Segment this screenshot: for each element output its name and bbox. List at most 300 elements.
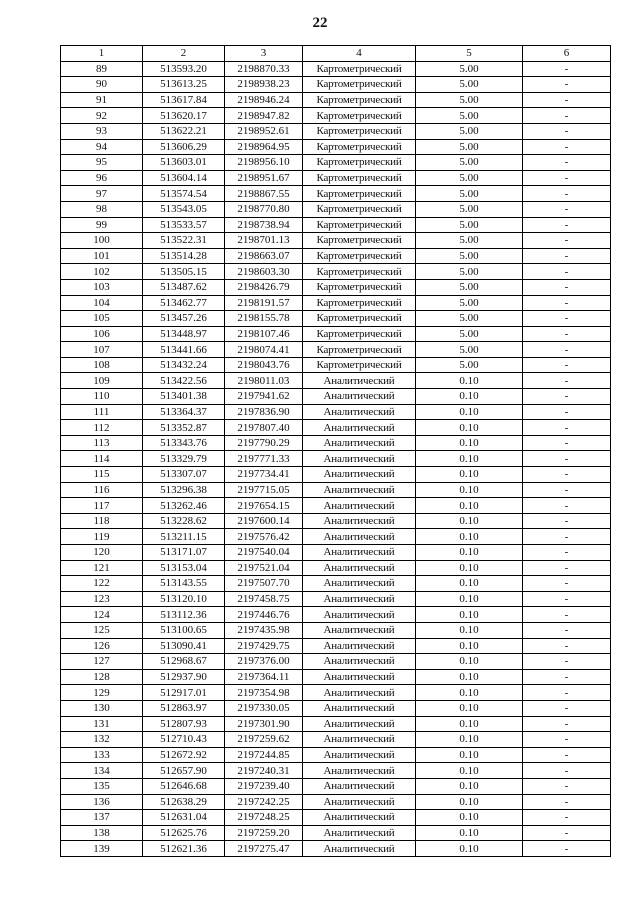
accuracy-cell: 0.10 bbox=[416, 513, 523, 529]
x-coordinate-cell: 513120.10 bbox=[143, 591, 225, 607]
accuracy-cell: 0.10 bbox=[416, 498, 523, 514]
note-cell: - bbox=[523, 482, 611, 498]
point-number-cell: 125 bbox=[61, 622, 143, 638]
y-coordinate-cell: 2197239.40 bbox=[225, 778, 303, 794]
column-header: 5 bbox=[416, 46, 523, 62]
x-coordinate-cell: 513422.56 bbox=[143, 373, 225, 389]
method-cell: Аналитический bbox=[303, 622, 416, 638]
point-number-cell: 130 bbox=[61, 700, 143, 716]
x-coordinate-cell: 513604.14 bbox=[143, 170, 225, 186]
note-cell: - bbox=[523, 217, 611, 233]
accuracy-cell: 5.00 bbox=[416, 186, 523, 202]
y-coordinate-cell: 2198952.61 bbox=[225, 123, 303, 139]
accuracy-cell: 5.00 bbox=[416, 248, 523, 264]
accuracy-cell: 0.10 bbox=[416, 841, 523, 857]
x-coordinate-cell: 512710.43 bbox=[143, 732, 225, 748]
point-number-cell: 134 bbox=[61, 763, 143, 779]
point-number-cell: 91 bbox=[61, 92, 143, 108]
method-cell: Аналитический bbox=[303, 607, 416, 623]
method-cell: Аналитический bbox=[303, 498, 416, 514]
coordinates-table bbox=[60, 45, 611, 857]
table-row bbox=[61, 404, 611, 420]
table-row bbox=[61, 498, 611, 514]
point-number-cell: 95 bbox=[61, 155, 143, 171]
accuracy-cell: 0.10 bbox=[416, 638, 523, 654]
y-coordinate-cell: 2198951.67 bbox=[225, 170, 303, 186]
x-coordinate-cell: 512638.29 bbox=[143, 794, 225, 810]
accuracy-cell: 5.00 bbox=[416, 233, 523, 249]
x-coordinate-cell: 513457.26 bbox=[143, 311, 225, 327]
note-cell: - bbox=[523, 123, 611, 139]
table-row bbox=[61, 326, 611, 342]
table-row bbox=[61, 77, 611, 93]
y-coordinate-cell: 2197771.33 bbox=[225, 451, 303, 467]
method-cell: Картометрический bbox=[303, 201, 416, 217]
table-row bbox=[61, 591, 611, 607]
table-row bbox=[61, 201, 611, 217]
point-number-cell: 119 bbox=[61, 529, 143, 545]
x-coordinate-cell: 513617.84 bbox=[143, 92, 225, 108]
note-cell: - bbox=[523, 155, 611, 171]
x-coordinate-cell: 512646.68 bbox=[143, 778, 225, 794]
y-coordinate-cell: 2198603.30 bbox=[225, 264, 303, 280]
note-cell: - bbox=[523, 201, 611, 217]
x-coordinate-cell: 513262.46 bbox=[143, 498, 225, 514]
point-number-cell: 109 bbox=[61, 373, 143, 389]
method-cell: Картометрический bbox=[303, 77, 416, 93]
note-cell: - bbox=[523, 841, 611, 857]
accuracy-cell: 5.00 bbox=[416, 311, 523, 327]
method-cell: Картометрический bbox=[303, 233, 416, 249]
y-coordinate-cell: 2198155.78 bbox=[225, 311, 303, 327]
table-row bbox=[61, 654, 611, 670]
method-cell: Картометрический bbox=[303, 108, 416, 124]
accuracy-cell: 5.00 bbox=[416, 279, 523, 295]
point-number-cell: 102 bbox=[61, 264, 143, 280]
x-coordinate-cell: 513533.57 bbox=[143, 217, 225, 233]
y-coordinate-cell: 2197600.14 bbox=[225, 513, 303, 529]
point-number-cell: 132 bbox=[61, 732, 143, 748]
note-cell: - bbox=[523, 373, 611, 389]
x-coordinate-cell: 513343.76 bbox=[143, 435, 225, 451]
point-number-cell: 124 bbox=[61, 607, 143, 623]
note-cell: - bbox=[523, 825, 611, 841]
accuracy-cell: 0.10 bbox=[416, 685, 523, 701]
y-coordinate-cell: 2198107.46 bbox=[225, 326, 303, 342]
method-cell: Картометрический bbox=[303, 139, 416, 155]
note-cell: - bbox=[523, 311, 611, 327]
x-coordinate-cell: 513487.62 bbox=[143, 279, 225, 295]
column-header: 2 bbox=[143, 46, 225, 62]
point-number-cell: 97 bbox=[61, 186, 143, 202]
method-cell: Аналитический bbox=[303, 576, 416, 592]
note-cell: - bbox=[523, 170, 611, 186]
note-cell: - bbox=[523, 139, 611, 155]
y-coordinate-cell: 2198964.95 bbox=[225, 139, 303, 155]
point-number-cell: 117 bbox=[61, 498, 143, 514]
x-coordinate-cell: 513543.05 bbox=[143, 201, 225, 217]
y-coordinate-cell: 2198011.03 bbox=[225, 373, 303, 389]
x-coordinate-cell: 513606.29 bbox=[143, 139, 225, 155]
column-header: 1 bbox=[61, 46, 143, 62]
point-number-cell: 114 bbox=[61, 451, 143, 467]
accuracy-cell: 5.00 bbox=[416, 170, 523, 186]
method-cell: Аналитический bbox=[303, 825, 416, 841]
method-cell: Картометрический bbox=[303, 357, 416, 373]
point-number-cell: 131 bbox=[61, 716, 143, 732]
accuracy-cell: 0.10 bbox=[416, 747, 523, 763]
note-cell: - bbox=[523, 560, 611, 576]
accuracy-cell: 0.10 bbox=[416, 778, 523, 794]
note-cell: - bbox=[523, 342, 611, 358]
point-number-cell: 106 bbox=[61, 326, 143, 342]
note-cell: - bbox=[523, 467, 611, 483]
method-cell: Картометрический bbox=[303, 264, 416, 280]
x-coordinate-cell: 513143.55 bbox=[143, 576, 225, 592]
note-cell: - bbox=[523, 576, 611, 592]
table-row bbox=[61, 700, 611, 716]
table-row bbox=[61, 810, 611, 826]
accuracy-cell: 0.10 bbox=[416, 467, 523, 483]
point-number-cell: 105 bbox=[61, 311, 143, 327]
y-coordinate-cell: 2197715.05 bbox=[225, 482, 303, 498]
table-row bbox=[61, 794, 611, 810]
point-number-cell: 137 bbox=[61, 810, 143, 826]
x-coordinate-cell: 513171.07 bbox=[143, 545, 225, 561]
x-coordinate-cell: 512807.93 bbox=[143, 716, 225, 732]
accuracy-cell: 0.10 bbox=[416, 420, 523, 436]
accuracy-cell: 0.10 bbox=[416, 404, 523, 420]
point-number-cell: 98 bbox=[61, 201, 143, 217]
note-cell: - bbox=[523, 685, 611, 701]
note-cell: - bbox=[523, 545, 611, 561]
y-coordinate-cell: 2197941.62 bbox=[225, 389, 303, 405]
accuracy-cell: 5.00 bbox=[416, 77, 523, 93]
y-coordinate-cell: 2197807.40 bbox=[225, 420, 303, 436]
method-cell: Аналитический bbox=[303, 389, 416, 405]
x-coordinate-cell: 513153.04 bbox=[143, 560, 225, 576]
point-number-cell: 111 bbox=[61, 404, 143, 420]
note-cell: - bbox=[523, 810, 611, 826]
x-coordinate-cell: 513329.79 bbox=[143, 451, 225, 467]
note-cell: - bbox=[523, 326, 611, 342]
point-number-cell: 116 bbox=[61, 482, 143, 498]
y-coordinate-cell: 2197275.47 bbox=[225, 841, 303, 857]
table-row bbox=[61, 233, 611, 249]
point-number-cell: 93 bbox=[61, 123, 143, 139]
point-number-cell: 110 bbox=[61, 389, 143, 405]
accuracy-cell: 5.00 bbox=[416, 61, 523, 77]
method-cell: Картометрический bbox=[303, 123, 416, 139]
y-coordinate-cell: 2198738.94 bbox=[225, 217, 303, 233]
accuracy-cell: 0.10 bbox=[416, 591, 523, 607]
note-cell: - bbox=[523, 513, 611, 529]
y-coordinate-cell: 2197654.15 bbox=[225, 498, 303, 514]
table-row bbox=[61, 139, 611, 155]
method-cell: Аналитический bbox=[303, 841, 416, 857]
point-number-cell: 139 bbox=[61, 841, 143, 857]
note-cell: - bbox=[523, 77, 611, 93]
table-row bbox=[61, 607, 611, 623]
table-row bbox=[61, 357, 611, 373]
method-cell: Картометрический bbox=[303, 279, 416, 295]
method-cell: Аналитический bbox=[303, 716, 416, 732]
table-row bbox=[61, 248, 611, 264]
x-coordinate-cell: 513613.25 bbox=[143, 77, 225, 93]
accuracy-cell: 0.10 bbox=[416, 545, 523, 561]
point-number-cell: 92 bbox=[61, 108, 143, 124]
method-cell: Аналитический bbox=[303, 467, 416, 483]
method-cell: Картометрический bbox=[303, 186, 416, 202]
accuracy-cell: 0.10 bbox=[416, 654, 523, 670]
point-number-cell: 115 bbox=[61, 467, 143, 483]
table-row bbox=[61, 420, 611, 436]
table-row bbox=[61, 545, 611, 561]
column-header: 3 bbox=[225, 46, 303, 62]
table-header-row bbox=[61, 46, 611, 62]
accuracy-cell: 0.10 bbox=[416, 435, 523, 451]
table-row bbox=[61, 576, 611, 592]
method-cell: Аналитический bbox=[303, 560, 416, 576]
y-coordinate-cell: 2198191.57 bbox=[225, 295, 303, 311]
accuracy-cell: 0.10 bbox=[416, 482, 523, 498]
y-coordinate-cell: 2198870.33 bbox=[225, 61, 303, 77]
y-coordinate-cell: 2198426.79 bbox=[225, 279, 303, 295]
x-coordinate-cell: 513401.38 bbox=[143, 389, 225, 405]
note-cell: - bbox=[523, 264, 611, 280]
method-cell: Аналитический bbox=[303, 747, 416, 763]
point-number-cell: 122 bbox=[61, 576, 143, 592]
y-coordinate-cell: 2197429.75 bbox=[225, 638, 303, 654]
point-number-cell: 123 bbox=[61, 591, 143, 607]
accuracy-cell: 0.10 bbox=[416, 794, 523, 810]
table-row bbox=[61, 373, 611, 389]
x-coordinate-cell: 513441.66 bbox=[143, 342, 225, 358]
method-cell: Аналитический bbox=[303, 513, 416, 529]
y-coordinate-cell: 2197836.90 bbox=[225, 404, 303, 420]
note-cell: - bbox=[523, 233, 611, 249]
accuracy-cell: 0.10 bbox=[416, 763, 523, 779]
accuracy-cell: 0.10 bbox=[416, 700, 523, 716]
y-coordinate-cell: 2198956.10 bbox=[225, 155, 303, 171]
y-coordinate-cell: 2197540.04 bbox=[225, 545, 303, 561]
point-number-cell: 99 bbox=[61, 217, 143, 233]
table-row bbox=[61, 622, 611, 638]
y-coordinate-cell: 2197242.25 bbox=[225, 794, 303, 810]
table-row bbox=[61, 123, 611, 139]
method-cell: Аналитический bbox=[303, 810, 416, 826]
method-cell: Аналитический bbox=[303, 700, 416, 716]
x-coordinate-cell: 512672.92 bbox=[143, 747, 225, 763]
note-cell: - bbox=[523, 716, 611, 732]
method-cell: Аналитический bbox=[303, 638, 416, 654]
table-row bbox=[61, 638, 611, 654]
table-row bbox=[61, 295, 611, 311]
table-row bbox=[61, 108, 611, 124]
x-coordinate-cell: 512917.01 bbox=[143, 685, 225, 701]
table-row bbox=[61, 778, 611, 794]
x-coordinate-cell: 512625.76 bbox=[143, 825, 225, 841]
table-row bbox=[61, 825, 611, 841]
table-row bbox=[61, 61, 611, 77]
point-number-cell: 128 bbox=[61, 669, 143, 685]
method-cell: Аналитический bbox=[303, 654, 416, 670]
x-coordinate-cell: 513622.21 bbox=[143, 123, 225, 139]
y-coordinate-cell: 2197244.85 bbox=[225, 747, 303, 763]
note-cell: - bbox=[523, 357, 611, 373]
page-number: 22 bbox=[312, 15, 328, 31]
y-coordinate-cell: 2197259.62 bbox=[225, 732, 303, 748]
note-cell: - bbox=[523, 778, 611, 794]
accuracy-cell: 0.10 bbox=[416, 529, 523, 545]
accuracy-cell: 5.00 bbox=[416, 357, 523, 373]
point-number-cell: 94 bbox=[61, 139, 143, 155]
table-row bbox=[61, 186, 611, 202]
x-coordinate-cell: 513364.37 bbox=[143, 404, 225, 420]
y-coordinate-cell: 2198074.41 bbox=[225, 342, 303, 358]
note-cell: - bbox=[523, 794, 611, 810]
column-header: 6 bbox=[523, 46, 611, 62]
table-row bbox=[61, 763, 611, 779]
note-cell: - bbox=[523, 498, 611, 514]
method-cell: Картометрический bbox=[303, 61, 416, 77]
x-coordinate-cell: 513228.62 bbox=[143, 513, 225, 529]
note-cell: - bbox=[523, 622, 611, 638]
method-cell: Картометрический bbox=[303, 217, 416, 233]
accuracy-cell: 0.10 bbox=[416, 607, 523, 623]
point-number-cell: 118 bbox=[61, 513, 143, 529]
point-number-cell: 100 bbox=[61, 233, 143, 249]
x-coordinate-cell: 513352.87 bbox=[143, 420, 225, 436]
point-number-cell: 129 bbox=[61, 685, 143, 701]
table-row bbox=[61, 279, 611, 295]
note-cell: - bbox=[523, 700, 611, 716]
note-cell: - bbox=[523, 279, 611, 295]
x-coordinate-cell: 513620.17 bbox=[143, 108, 225, 124]
x-coordinate-cell: 513522.31 bbox=[143, 233, 225, 249]
note-cell: - bbox=[523, 451, 611, 467]
point-number-cell: 103 bbox=[61, 279, 143, 295]
y-coordinate-cell: 2197364.11 bbox=[225, 669, 303, 685]
point-number-cell: 96 bbox=[61, 170, 143, 186]
point-number-cell: 138 bbox=[61, 825, 143, 841]
note-cell: - bbox=[523, 732, 611, 748]
accuracy-cell: 0.10 bbox=[416, 576, 523, 592]
y-coordinate-cell: 2197790.29 bbox=[225, 435, 303, 451]
point-number-cell: 136 bbox=[61, 794, 143, 810]
x-coordinate-cell: 513112.36 bbox=[143, 607, 225, 623]
note-cell: - bbox=[523, 607, 611, 623]
accuracy-cell: 0.10 bbox=[416, 716, 523, 732]
y-coordinate-cell: 2197435.98 bbox=[225, 622, 303, 638]
table-row bbox=[61, 513, 611, 529]
method-cell: Аналитический bbox=[303, 732, 416, 748]
x-coordinate-cell: 513211.15 bbox=[143, 529, 225, 545]
x-coordinate-cell: 513296.38 bbox=[143, 482, 225, 498]
note-cell: - bbox=[523, 108, 611, 124]
note-cell: - bbox=[523, 61, 611, 77]
method-cell: Аналитический bbox=[303, 435, 416, 451]
method-cell: Картометрический bbox=[303, 92, 416, 108]
accuracy-cell: 5.00 bbox=[416, 92, 523, 108]
y-coordinate-cell: 2198701.13 bbox=[225, 233, 303, 249]
x-coordinate-cell: 512621.36 bbox=[143, 841, 225, 857]
table-row bbox=[61, 716, 611, 732]
table-row bbox=[61, 451, 611, 467]
table-row bbox=[61, 467, 611, 483]
table-row bbox=[61, 389, 611, 405]
x-coordinate-cell: 513603.01 bbox=[143, 155, 225, 171]
method-cell: Аналитический bbox=[303, 404, 416, 420]
method-cell: Картометрический bbox=[303, 326, 416, 342]
y-coordinate-cell: 2198770.80 bbox=[225, 201, 303, 217]
note-cell: - bbox=[523, 248, 611, 264]
accuracy-cell: 0.10 bbox=[416, 622, 523, 638]
note-cell: - bbox=[523, 92, 611, 108]
method-cell: Аналитический bbox=[303, 778, 416, 794]
point-number-cell: 108 bbox=[61, 357, 143, 373]
table-row bbox=[61, 264, 611, 280]
accuracy-cell: 0.10 bbox=[416, 560, 523, 576]
table-row bbox=[61, 342, 611, 358]
x-coordinate-cell: 513505.15 bbox=[143, 264, 225, 280]
y-coordinate-cell: 2197259.20 bbox=[225, 825, 303, 841]
note-cell: - bbox=[523, 186, 611, 202]
accuracy-cell: 5.00 bbox=[416, 155, 523, 171]
method-cell: Картометрический bbox=[303, 295, 416, 311]
note-cell: - bbox=[523, 669, 611, 685]
accuracy-cell: 5.00 bbox=[416, 326, 523, 342]
point-number-cell: 127 bbox=[61, 654, 143, 670]
method-cell: Аналитический bbox=[303, 451, 416, 467]
point-number-cell: 121 bbox=[61, 560, 143, 576]
y-coordinate-cell: 2198946.24 bbox=[225, 92, 303, 108]
note-cell: - bbox=[523, 295, 611, 311]
method-cell: Аналитический bbox=[303, 373, 416, 389]
accuracy-cell: 5.00 bbox=[416, 264, 523, 280]
accuracy-cell: 5.00 bbox=[416, 342, 523, 358]
y-coordinate-cell: 2197446.76 bbox=[225, 607, 303, 623]
table-row bbox=[61, 92, 611, 108]
x-coordinate-cell: 513307.07 bbox=[143, 467, 225, 483]
y-coordinate-cell: 2198043.76 bbox=[225, 357, 303, 373]
point-number-cell: 112 bbox=[61, 420, 143, 436]
table-row bbox=[61, 529, 611, 545]
y-coordinate-cell: 2197330.05 bbox=[225, 700, 303, 716]
method-cell: Картометрический bbox=[303, 342, 416, 358]
method-cell: Аналитический bbox=[303, 763, 416, 779]
column-header: 4 bbox=[303, 46, 416, 62]
table-row bbox=[61, 311, 611, 327]
point-number-cell: 101 bbox=[61, 248, 143, 264]
table-row bbox=[61, 685, 611, 701]
point-number-cell: 89 bbox=[61, 61, 143, 77]
y-coordinate-cell: 2197507.70 bbox=[225, 576, 303, 592]
x-coordinate-cell: 513514.28 bbox=[143, 248, 225, 264]
y-coordinate-cell: 2197240.31 bbox=[225, 763, 303, 779]
point-number-cell: 113 bbox=[61, 435, 143, 451]
accuracy-cell: 5.00 bbox=[416, 201, 523, 217]
table-row bbox=[61, 747, 611, 763]
method-cell: Аналитический bbox=[303, 591, 416, 607]
y-coordinate-cell: 2197576.42 bbox=[225, 529, 303, 545]
method-cell: Аналитический bbox=[303, 420, 416, 436]
method-cell: Картометрический bbox=[303, 155, 416, 171]
y-coordinate-cell: 2197354.98 bbox=[225, 685, 303, 701]
note-cell: - bbox=[523, 638, 611, 654]
point-number-cell: 133 bbox=[61, 747, 143, 763]
table-row bbox=[61, 217, 611, 233]
